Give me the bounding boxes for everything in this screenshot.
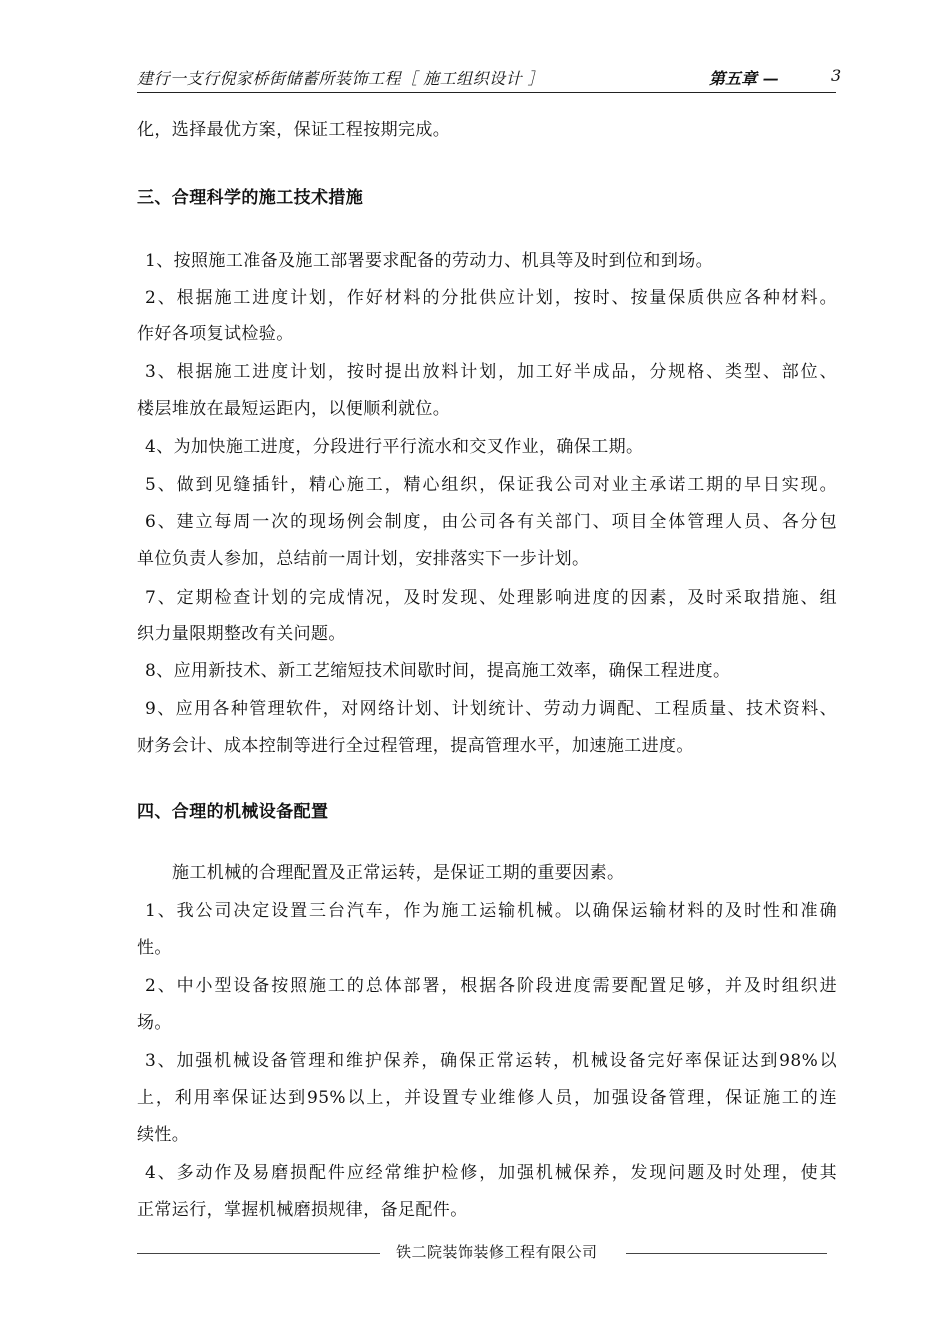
section-heading-3: 三、合理科学的施工技术措施 <box>137 188 364 208</box>
page-header <box>137 66 842 93</box>
text-line: 6、建立每周一次的现场例会制度，由公司各有关部门、项目全体管理人员、各分包 <box>145 512 837 532</box>
text-line: 施工机械的合理配置及正常运转，是保证工期的重要因素。 <box>172 863 625 883</box>
page-footer <box>137 1241 837 1265</box>
footer-rule-right <box>626 1253 827 1254</box>
text-line: 4、多动作及易磨损配件应经常维护检修，加强机械保养，发现问题及时处理，使其 <box>145 1163 837 1183</box>
footer-rule-left <box>137 1253 380 1254</box>
text-line: 1、我公司决定设置三台汽车，作为施工运输机械。以确保运输材料的及时性和准确 <box>145 901 837 921</box>
text-line: 上，利用率保证达到95%以上，并设置专业维修人员，加强设备管理，保证施工的连 <box>137 1088 837 1108</box>
paragraph-continuation: 化，选择最优方案，保证工程按期完成。 <box>137 120 451 140</box>
text-line: 织力量限期整改有关问题。 <box>137 624 346 644</box>
text-line: 5、做到见缝插针，精心施工，精心组织，保证我公司对业主承诺工期的早日实现。 <box>145 475 837 495</box>
text-line: 4、为加快施工进度，分段进行平行流水和交叉作业，确保工期。 <box>145 437 644 457</box>
text-line: 8、应用新技术、新工艺缩短技术间歇时间，提高施工效率，确保工程进度。 <box>145 661 731 681</box>
chapter-label: 第五章 — <box>709 69 779 88</box>
page-number: 3 <box>831 66 842 85</box>
text-line: 性。 <box>137 938 172 958</box>
text-line: 7、定期检查计划的完成情况，及时发现、处理影响进度的因素，及时采取措施、组 <box>145 588 837 608</box>
text-line: 单位负责人参加，总结前一周计划，安排落实下一步计划。 <box>137 549 590 569</box>
text-line: 财务会计、成本控制等进行全过程管理，提高管理水平，加速施工进度。 <box>137 736 694 756</box>
text-line: 2、中小型设备按照施工的总体部署，根据各阶段进度需要配置足够，并及时组织进 <box>145 976 837 996</box>
text-line: 2、根据施工进度计划，作好材料的分批供应计划，按时、按量保质供应各种材料。 <box>145 288 837 308</box>
text-line: 正常运行，掌握机械磨损规律，备足配件。 <box>137 1200 468 1220</box>
text-line: 3、根据施工进度计划，按时提出放料计划，加工好半成品，分规格、类型、部位、 <box>145 362 837 382</box>
text-line: 作好各项复试检验。 <box>137 324 294 344</box>
text-line: 3、加强机械设备管理和维护保养，确保正常运转，机械设备完好率保证达到98%以 <box>145 1051 837 1071</box>
text-line: 1、按照施工准备及施工部署要求配备的劳动力、机具等及时到位和到场。 <box>145 251 714 271</box>
company-name: 铁二院装饰装修工程有限公司 <box>396 1243 598 1261</box>
text-line: 场。 <box>137 1013 172 1033</box>
text-line: 续性。 <box>137 1125 190 1145</box>
document-title: 建行一支行倪家桥街储蓄所装饰工程［ 施工组织设计 ］ <box>137 69 545 88</box>
section-heading-4: 四、合理的机械设备配置 <box>137 802 329 822</box>
text-line: 楼层堆放在最短运距内，以便顺利就位。 <box>137 399 451 419</box>
text-line: 9、应用各种管理软件，对网络计划、计划统计、劳动力调配、工程质量、技术资料、 <box>145 699 837 719</box>
